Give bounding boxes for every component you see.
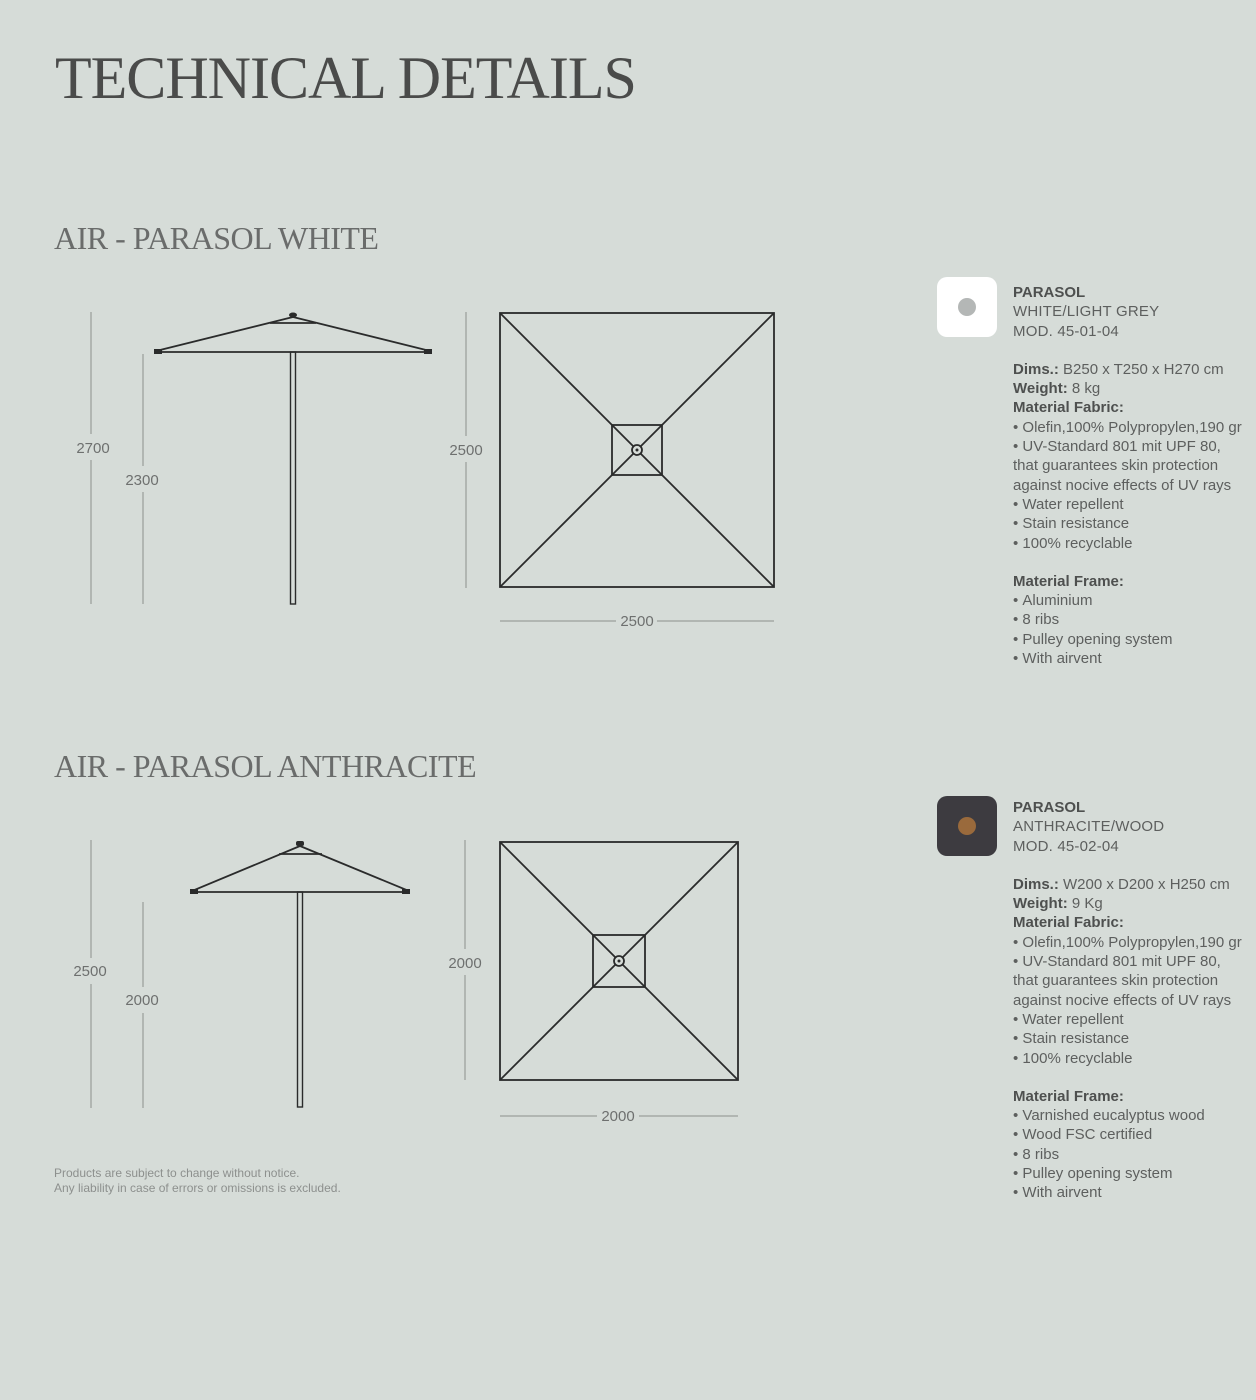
spec-fabric-list — [1013, 418, 1249, 553]
list-item: • Water repellent — [1013, 1010, 1249, 1029]
spec-frame-list — [1013, 1106, 1249, 1202]
spec-weight: Weight: 9 Kg — [1013, 895, 1103, 913]
dim-top-depth: 2500 — [449, 442, 483, 459]
list-item: • Wood FSC certified — [1013, 1125, 1249, 1144]
dim-total-height: 2500 — [73, 963, 107, 980]
spec-frame-label: Material Frame: — [1013, 572, 1124, 590]
spec-frame-list — [1013, 591, 1249, 668]
section-title-anthracite: AIR - PARASOL ANTHRACITE — [54, 748, 477, 784]
parasol-top-view — [500, 842, 738, 1080]
disclaimer-line: Products are subject to change without notice. — [54, 1166, 300, 1180]
color-dot — [958, 817, 976, 835]
dim-pole-height: 2000 — [125, 992, 159, 1009]
list-item: • Pulley opening system — [1013, 1164, 1249, 1183]
spec-fabric-label: Material Fabric: — [1013, 399, 1124, 417]
list-item: • Stain resistance — [1013, 1029, 1249, 1048]
spec-fabric-label: Material Fabric: — [1013, 914, 1124, 932]
color-dot — [958, 298, 976, 316]
drawing-anthracite — [0, 830, 800, 1130]
list-item: • Pulley opening system — [1013, 630, 1249, 649]
spec-dims: Dims.: W200 x D200 x H250 cm — [1013, 875, 1230, 893]
section-title-white: AIR - PARASOL WHITE — [54, 220, 379, 256]
dim-pole-height: 2300 — [125, 472, 159, 489]
list-item: • Varnished eucalyptus wood — [1013, 1106, 1249, 1125]
parasol-side-view — [154, 313, 432, 605]
list-item: • UV-Standard 801 mit UPF 80, that guarantees skin protection against nocive effects of UV rays — [1013, 952, 1249, 1010]
spec-model: MOD. 45-02-04 — [1013, 837, 1119, 855]
color-swatch-anthracite — [937, 796, 997, 856]
list-item: • Water repellent — [1013, 495, 1249, 514]
list-item: • With airvent — [1013, 1183, 1249, 1202]
list-item: • Aluminium — [1013, 591, 1249, 610]
spec-fabric-list — [1013, 933, 1249, 1068]
list-item: • 100% recyclable — [1013, 534, 1249, 553]
drawing-white — [0, 300, 800, 640]
dim-top-width: 2000 — [601, 1108, 635, 1125]
list-item: • Olefin,100% Polypropylen,190 gr — [1013, 933, 1249, 952]
list-item: • 8 ribs — [1013, 1145, 1249, 1164]
dim-top-depth: 2000 — [448, 955, 482, 972]
page-title: TECHNICAL DETAILS — [55, 45, 636, 111]
spec-color: WHITE/LIGHT GREY — [1013, 303, 1160, 321]
parasol-top-view — [500, 313, 774, 587]
spec-weight: Weight: 8 kg — [1013, 380, 1101, 398]
spec-color: ANTHRACITE/WOOD — [1013, 818, 1165, 836]
list-item: • UV-Standard 801 mit UPF 80, that guarantees skin protection against nocive effects of UV rays — [1013, 437, 1249, 495]
spec-frame-label: Material Frame: — [1013, 1087, 1124, 1105]
spec-name: PARASOL — [1013, 799, 1086, 816]
list-item: • 8 ribs — [1013, 610, 1249, 629]
spec-name: PARASOL — [1013, 284, 1086, 301]
color-swatch-white — [937, 277, 997, 337]
disclaimer — [54, 1166, 341, 1196]
list-item: • Stain resistance — [1013, 514, 1249, 533]
dim-total-height: 2700 — [76, 440, 110, 457]
list-item: • Olefin,100% Polypropylen,190 gr — [1013, 418, 1249, 437]
disclaimer-line: Any liability in case of errors or omissions is excluded. — [54, 1181, 341, 1195]
spec-dims: Dims.: B250 x T250 x H270 cm — [1013, 360, 1224, 378]
list-item: • 100% recyclable — [1013, 1049, 1249, 1068]
spec-model: MOD. 45-01-04 — [1013, 322, 1119, 340]
dim-top-width: 2500 — [620, 613, 654, 630]
parasol-side-view — [190, 841, 410, 1107]
spec-white — [1013, 283, 1249, 668]
list-item: • With airvent — [1013, 649, 1249, 668]
spec-anthracite — [1013, 798, 1249, 1203]
